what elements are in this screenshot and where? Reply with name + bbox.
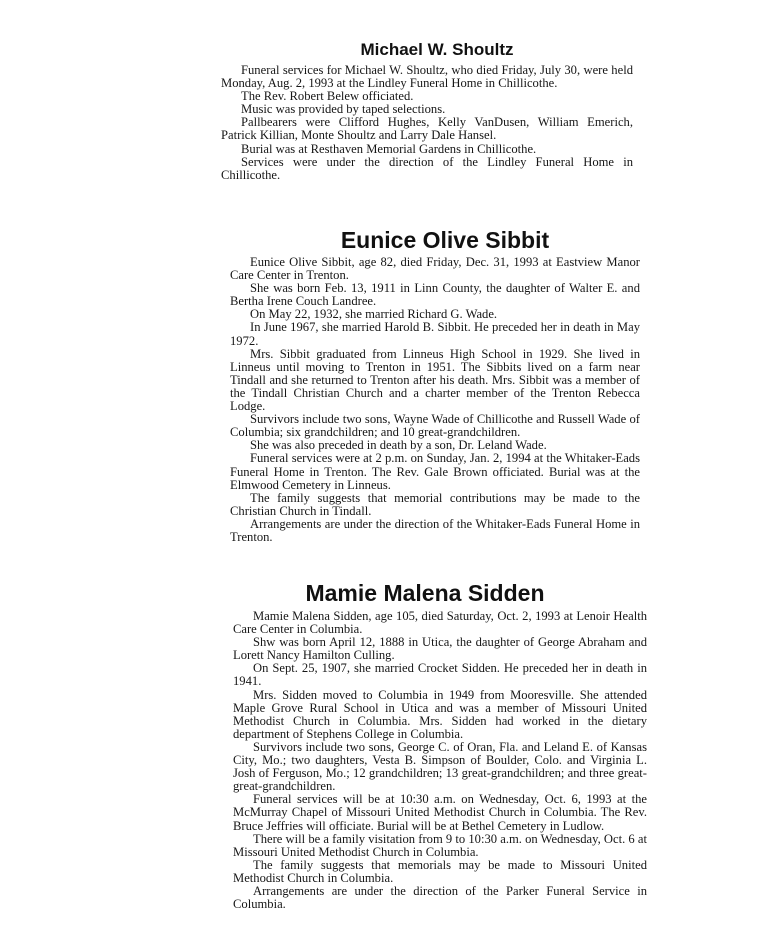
obituary-paragraph: The family suggests that memorial contributions may be made to the Christian Church in Tindall. [230,490,640,518]
obituary-body [221,64,633,182]
obituary-paragraph: She was born Feb. 13, 1911 in Linn County, the daughter of Walter E. and Bertha Irene Couch Landree. [230,281,640,309]
obituary-mamie-sidden [233,579,647,911]
obituary-name: Eunice Olive Sibbit [340,227,550,253]
obituary-paragraph: The Rev. Robert Belew officiated. [241,89,414,104]
obituary-name: Mamie Malena Sidden [305,580,545,606]
obituary-paragraph: Survivors include two sons, George C. of Oran, Fla. and Leland E. of Kansas City, Mo.; two daughters, Vesta B. Simpson of Boulder, Colo. and Virginia L. Josh of Ferguson, Mo.; 12 grandchildren; 13 great-grandchildren; and three great-great-grandchildren. [233,739,647,794]
obituary-paragraph: Burial was at Resthaven Memorial Gardens in Chillicothe. [241,141,537,156]
obituary-paragraph: Mrs. Sibbit graduated from Linneus High School in 1929. She lived in Linneus until moving to Trenton in 1951. The Sibbits lived on a farm near Tindall and she returned to Trenton after his death. Mrs. Sibbit was a member of the Tindall Christian Church and a charter member of the Trenton Rebecca Lodge. [230,346,640,414]
obituary-michael-shoultz [221,38,633,182]
obituary-paragraph: Pallbearers were Clifford Hughes, Kelly VanDusen, William Emerich, Patrick Killian, Monte Shoultz and Larry Dale Hansel. [221,115,633,143]
obituary-paragraph: On May 22, 1932, she married Richard G. Wade. [250,307,498,322]
obituary-paragraph: Survivors include two sons, Wayne Wade of Chillicothe and Russell Wade of Columbia; six grandchildren; and 10 great-grandchildren. [230,412,640,440]
obituary-paragraph: Services were under the direction of the Lindley Funeral Home in Chillicothe. [221,154,633,182]
obituary-paragraph: Funeral services for Michael W. Shoultz, who died Friday, July 30, were held Monday, Aug. 2, 1993 at the Lindley Funeral Home in Chillicothe. [221,63,633,91]
obituary-name: Michael W. Shoultz [360,40,514,59]
obituary-body [233,610,647,911]
obituary-paragraph: Funeral services will be at 10:30 a.m. on Wednesday, Oct. 6, 1993 at the McMurray Chapel of Missouri United Methodist Church in Columbia. The Rev. Bruce Jeffries will officiate. Burial will be at Bethel Cemetery in Ludlow. [233,792,647,833]
obituary-paragraph: There will be a family visitation from 9 to 10:30 a.m. on Wednesday, Oct. 6 at Missouri United Methodist Church in Columbia. [233,831,647,859]
obituary-paragraph: The family suggests that memorials may be made to Missouri United Methodist Church in Columbia. [233,857,647,885]
obituary-paragraph: Shw was born April 12, 1888 in Utica, the daughter of George Abraham and Lorett Nancy Hamilton Culling. [233,635,647,663]
obituary-paragraph: Arrangements are under the direction of the Whitaker-Eads Funeral Home in Trenton. [230,516,640,544]
obituary-body [230,256,640,544]
obituary-eunice-sibbit [230,226,640,544]
obituary-paragraph: Eunice Olive Sibbit, age 82, died Friday, Dec. 31, 1993 at Eastview Manor Care Center in Trenton. [230,255,640,283]
obituary-paragraph: Music was provided by taped selections. [241,102,446,117]
obituary-paragraph: In June 1967, she married Harold B. Sibbit. He preceded her in death in May 1972. [230,320,640,348]
obituary-paragraph: On Sept. 25, 1907, she married Crocket Sidden. He preceded her in death in 1941. [233,661,647,689]
obituary-paragraph: Mrs. Sidden moved to Columbia in 1949 from Mooresville. She attended Maple Grove Rural School in Utica and was a member of Missouri United Methodist Church in Columbia. Mrs. Sidden had worked in the dietary department of Stephens College in Columbia. [233,687,647,741]
obituary-paragraph: Funeral services were at 2 p.m. on Sunday, Jan. 2, 1994 at the Whitaker-Eads Funeral Home in Trenton. The Rev. Gale Brown officiated. Burial was at the Elmwood Cemetery in Linneus. [230,451,640,492]
obituary-paragraph: She was also preceded in death by a son, Dr. Leland Wade. [250,438,547,453]
obituary-paragraph: Arrangements are under the direction of the Parker Funeral Service in Columbia. [233,883,647,912]
obituary-paragraph: Mamie Malena Sidden, age 105, died Saturday, Oct. 2, 1993 at Lenoir Health Care Center in Columbia. [233,609,647,637]
